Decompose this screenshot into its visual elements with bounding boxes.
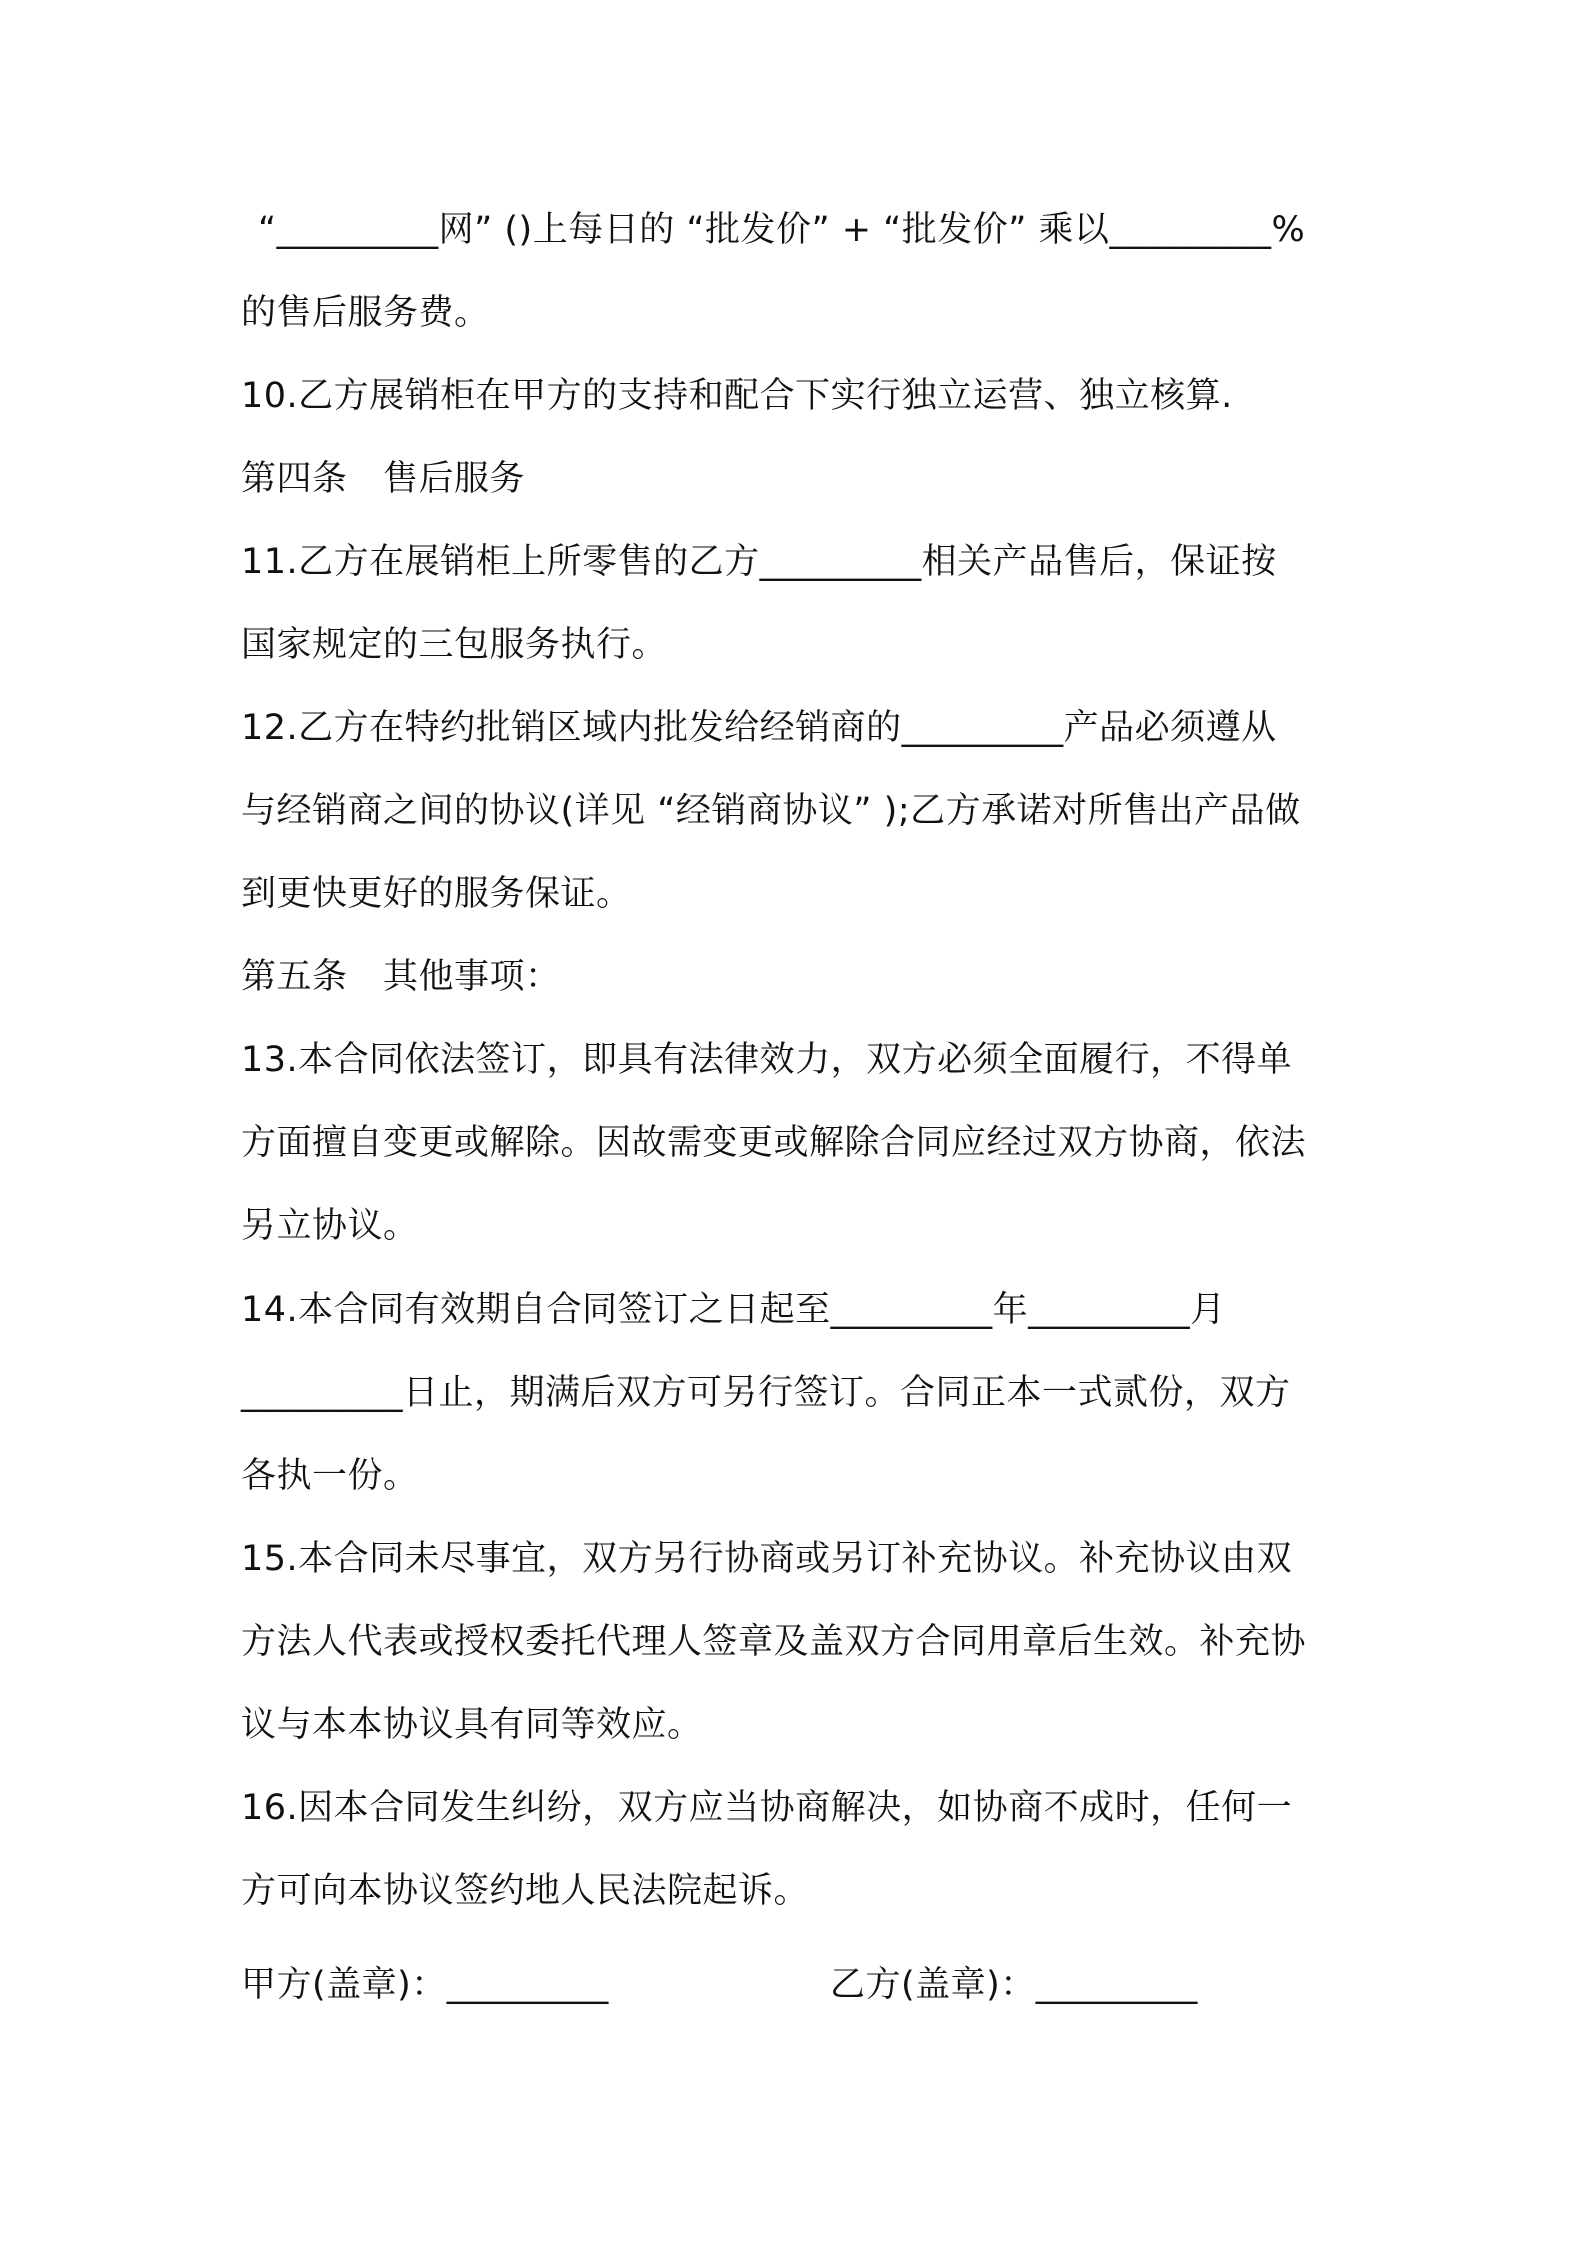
text-line: 方法人代表或授权委托代理人签章及盖双方合同用章后生效。补充协 — [241, 1622, 1307, 1662]
text-line: _________日止，期满后双方可另行签订。合同正本一式贰份，双方 — [241, 1373, 1291, 1413]
text-line: 方可向本协议签约地人民法院起诉。 — [241, 1871, 810, 1911]
text-line: 16.因本合同发生纠纷，双方应当协商解决，如协商不成时，任何一 — [241, 1788, 1293, 1828]
party-a-signature: 甲方(盖章)：_________ — [241, 1965, 609, 2005]
text-line: 方面擅自变更或解除。因故需变更或解除合同应经过双方协商，依法 — [241, 1123, 1307, 1163]
text-line: 议与本本协议具有同等效应。 — [241, 1705, 703, 1745]
section-heading: 第四条 售后服务 — [241, 459, 526, 499]
text-line: 13.本合同依法签订，即具有法律效力，双方必须全面履行，不得单 — [241, 1040, 1293, 1080]
text-line: 12.乙方在特约批销区域内批发给经销商的_________产品必须遵从 — [241, 708, 1277, 748]
text-line: 与经销商之间的协议(详见 “经销商协议” );乙方承诺对所售出产品做 — [241, 791, 1301, 831]
text-line: 国家规定的三包服务执行。 — [241, 625, 668, 665]
party-b-signature: 乙方(盖章)：_________ — [830, 1965, 1198, 2005]
text-line: 10.乙方展销柜在甲方的支持和配合下实行独立运营、独立核算. — [241, 376, 1233, 416]
text-line: 另立协议。 — [241, 1206, 419, 1246]
text-line: 各执一份。 — [241, 1456, 419, 1496]
text-line: 的售后服务费。 — [241, 293, 490, 333]
section-heading: 第五条 其他事项： — [241, 957, 561, 997]
text-line: “_________网” ()上每日的 “批发价” + “批发价” 乘以_________% — [258, 210, 1306, 250]
text-line: 15.本合同未尽事宜，双方另行协商或另订补充协议。补充协议由双 — [241, 1539, 1293, 1579]
text-line: 14.本合同有效期自合同签订之日起至_________年_________月 — [241, 1290, 1226, 1330]
text-line: 11.乙方在展销柜上所零售的乙方_________相关产品售后，保证按 — [241, 542, 1277, 582]
text-line: 到更快更好的服务保证。 — [241, 874, 632, 914]
